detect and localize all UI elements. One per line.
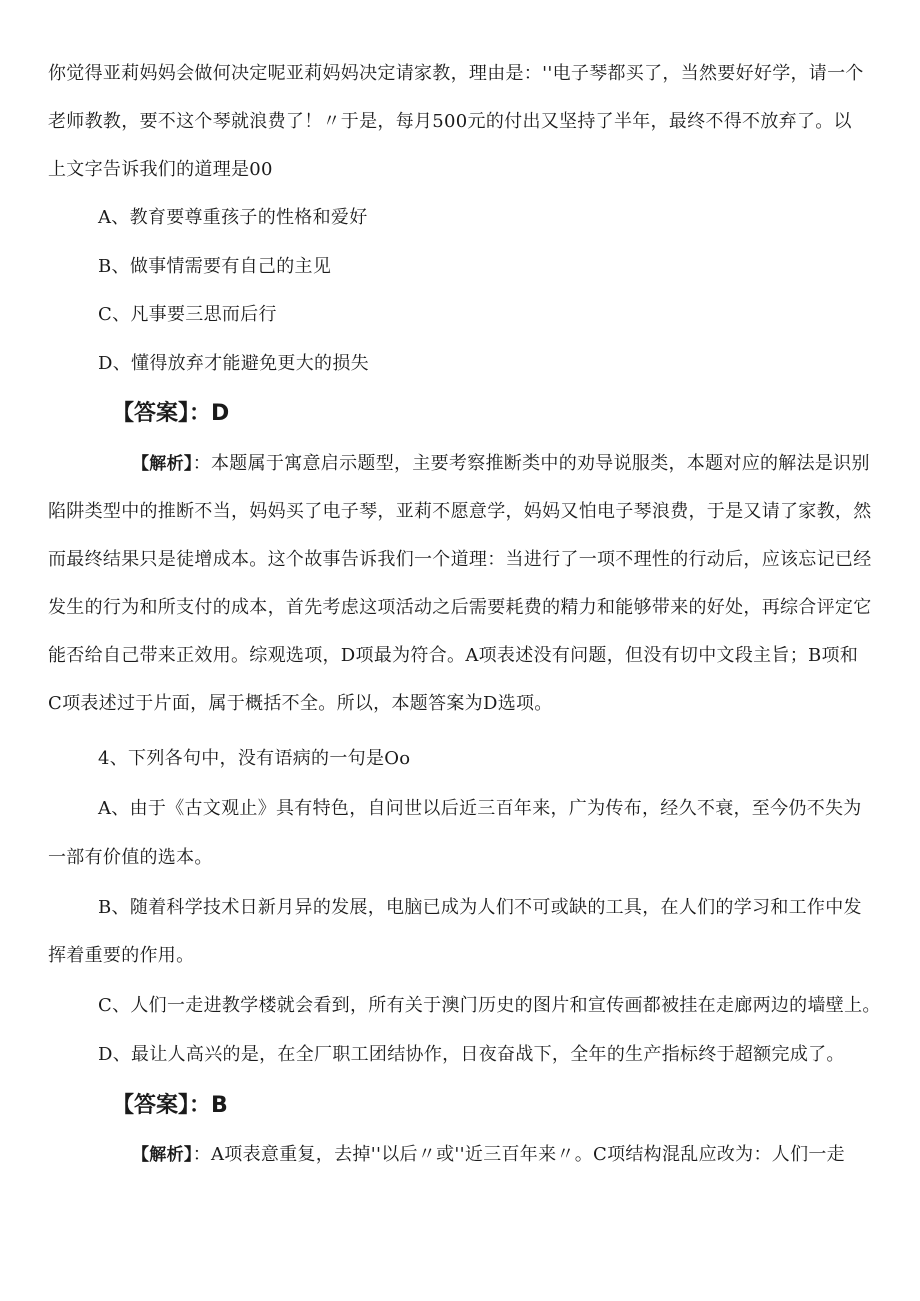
q4-answer-label: 【答案】 — [112, 1093, 190, 1118]
q3-stem-line-3: 上文字告诉我们的道理是00 — [48, 159, 273, 180]
q4-stem: 4、下列各句中，没有语病的一句是Oo — [98, 748, 411, 769]
q4-option-a-line-1: A、由于《古文观止》具有特色，自问世以后近三百年来，广为传布，经久不衰，至今仍不失为 — [98, 798, 862, 819]
q3-stem-line-2: 老师教教，要不这个琴就浪费了！〃于是，每月500元的付出又坚持了半年，最终不得不放弃了。以 — [48, 111, 852, 132]
q4-option-d: D、最让人高兴的是，在全厂职工团结协作，日夜奋战下，全年的生产指标终于超额完成了。 — [98, 1044, 845, 1065]
q4-analysis-label: 【解析】 — [132, 1145, 193, 1165]
q3-analysis-line-5: 能否给自己带来正效用。综观选项，D项最为符合。A项表述没有问题，但没有切中文段主旨；B项和 — [48, 645, 859, 666]
q4-option-a-line-2: 一部有价值的选本。 — [48, 847, 213, 868]
q3-analysis-label: 【解析】 — [132, 454, 193, 474]
q3-analysis-line-3: 而最终结果只是徒增成本。这个故事告诉我们一个道理：当进行了一项不理性的行动后，应该忘记已经 — [48, 549, 872, 570]
q3-option-a: A、教育要尊重孩子的性格和爱好 — [98, 207, 368, 228]
q3-analysis-text-1: ：本题属于寓意启示题型，主要考察推断类中的劝导说服类，本题对应的解法是识别 — [192, 453, 870, 474]
q3-answer-label: 【答案】 — [112, 401, 190, 426]
q3-answer-value: ：D — [189, 401, 230, 426]
q4-analysis-text-1: ：A项表意重复，去掉''以后〃或''近三百年来〃。C项结构混乱应改为：人们一走 — [192, 1144, 845, 1165]
q3-analysis-line-4: 发生的行为和所支付的成本，首先考虑这项活动之后需要耗费的精力和能够带来的好处，再综合评定它 — [48, 597, 872, 618]
q3-option-b: B、做事情需要有自己的主见 — [98, 256, 332, 277]
q3-analysis-line-2: 陷阱类型中的推断不当，妈妈买了电子琴，亚莉不愿意学，妈妈又怕电子琴浪费，于是又请了家教，然 — [48, 501, 872, 522]
q4-option-b-line-1: B、随着科学技术日新月异的发展，电脑已成为人们不可或缺的工具，在人们的学习和工作中发 — [98, 897, 862, 918]
q3-analysis-line-6: C项表述过于片面，属于概括不全。所以，本题答案为D选项。 — [48, 693, 553, 714]
q3-option-d: D、懂得放弃才能避免更大的损失 — [98, 353, 369, 374]
q3-option-c: C、凡事要三思而后行 — [98, 304, 277, 325]
q4-option-b-line-2: 挥着重要的作用。 — [48, 945, 195, 966]
q4-option-c: C、人们一走进教学楼就会看到，所有关于澳门历史的图片和宣传画都被挂在走廊两边的墙壁上。 — [98, 995, 881, 1016]
q4-answer — [112, 1092, 228, 1120]
q4-analysis-line-1 — [132, 1143, 845, 1167]
q3-analysis-line-1 — [132, 452, 870, 476]
q3-stem-line-1: 你觉得亚莉妈妈会做何决定呢亚莉妈妈决定请家教，理由是：''电子琴都买了，当然要好好学，请一个 — [48, 63, 864, 84]
q3-answer — [112, 400, 229, 428]
q4-answer-value: ：B — [189, 1093, 228, 1118]
